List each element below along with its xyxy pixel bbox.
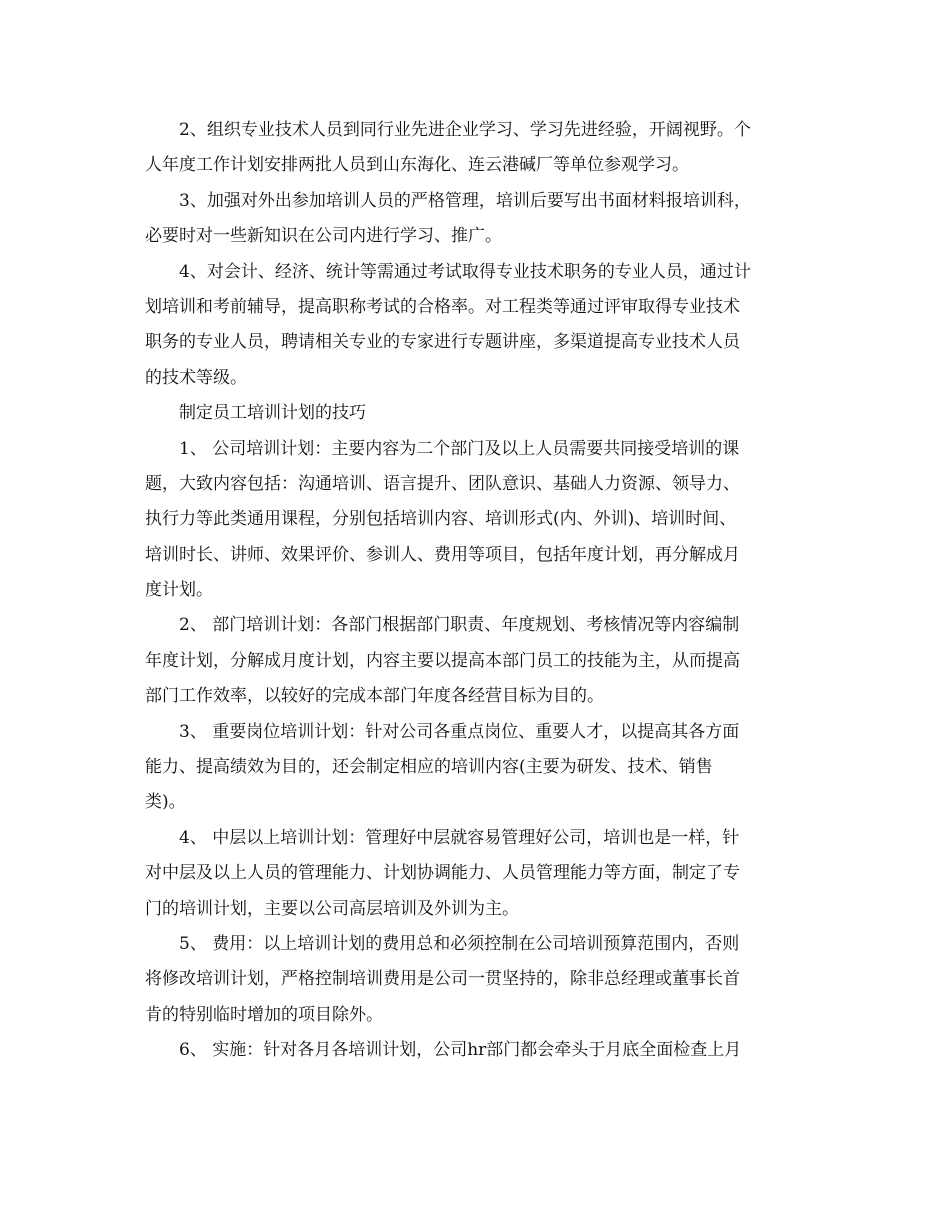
- text-line: 6、 实施：针对各月各培训计划，公司hr部门都会牵头于月底全面检查上月: [179, 1040, 742, 1061]
- text-line: 4、对会计、经济、统计等需通过考试取得专业技术职务的专业人员，通过计: [179, 261, 751, 282]
- text-line: 职务的专业人员，聘请相关专业的专家进行专题讲座，多渠道提高专业技术人员: [145, 332, 740, 353]
- text-line: 3、 重要岗位培训计划：针对公司各重点岗位、重要人才，以提高其各方面: [179, 721, 740, 742]
- text-line: 肯的特别临时增加的项目除外。: [145, 1004, 383, 1025]
- text-line: 必要时对一些新知识在公司内进行学习、推广。: [145, 226, 502, 247]
- text-line: 对中层及以上人员的管理能力、计划协调能力、人员管理能力等方面，制定了专: [145, 863, 740, 884]
- text-line: 人年度工作计划安排两批人员到山东海化、连云港碱厂等单位参观学习。: [145, 155, 689, 176]
- document-body: [145, 113, 805, 1069]
- text-line: 5、 费用：以上培训计划的费用总和必须控制在公司培训预算范围内，否则: [179, 933, 740, 954]
- text-line: 题，大致内容包括：沟通培训、语言提升、团队意识、基础人力资源、领导力、: [145, 473, 740, 494]
- text-line: 1、 公司培训计划：主要内容为二个部门及以上人员需要共同接受培训的课: [179, 438, 740, 459]
- text-line: 划培训和考前辅导，提高职称考试的合格率。对工程类等通过评审取得专业技术: [145, 296, 740, 317]
- text-line: 2、组织专业技术人员到同行业先进企业学习、学习先进经验，开阔视野。个: [179, 120, 751, 140]
- text-line: 将修改培训计划，严格控制培训费用是公司一贯坚持的，除非总经理或董事长首: [145, 969, 740, 990]
- text-line: 年度计划，分解成月度计划，内容主要以提高本部门员工的技能为主，从而提高: [145, 650, 740, 671]
- text-line: 执行力等此类通用课程，分别包括培训内容、培训形式(内、外训)、培训时间、: [145, 509, 737, 530]
- text-line: 度计划。: [145, 580, 213, 601]
- text-line: 类)。: [145, 792, 186, 813]
- text-line: 部门工作效率，以较好的完成本部门年度各经营目标为目的。: [145, 686, 604, 707]
- text-line: 3、加强对外出参加培训人员的严格管理，培训后要写出书面材料报培训科，: [179, 190, 751, 211]
- text-line: 能力、提高绩效为目的，还会制定相应的培训内容(主要为研发、技术、销售: [145, 757, 713, 778]
- text-line: 门的培训计划，主要以公司高层培训及外训为主。: [145, 898, 519, 919]
- text-line: 2、 部门培训计划：各部门根据部门职责、年度规划、考核情况等内容编制: [179, 615, 740, 636]
- text-line: 4、 中层以上培训计划：管理好中层就容易管理好公司，培训也是一样，针: [179, 827, 740, 848]
- text-line: 培训时长、讲师、效果评价、参训人、费用等项目，包括年度计划，再分解成月: [145, 544, 740, 565]
- text-line: 制定员工培训计划的技巧: [179, 403, 366, 424]
- text-line: 的技术等级。: [145, 367, 247, 388]
